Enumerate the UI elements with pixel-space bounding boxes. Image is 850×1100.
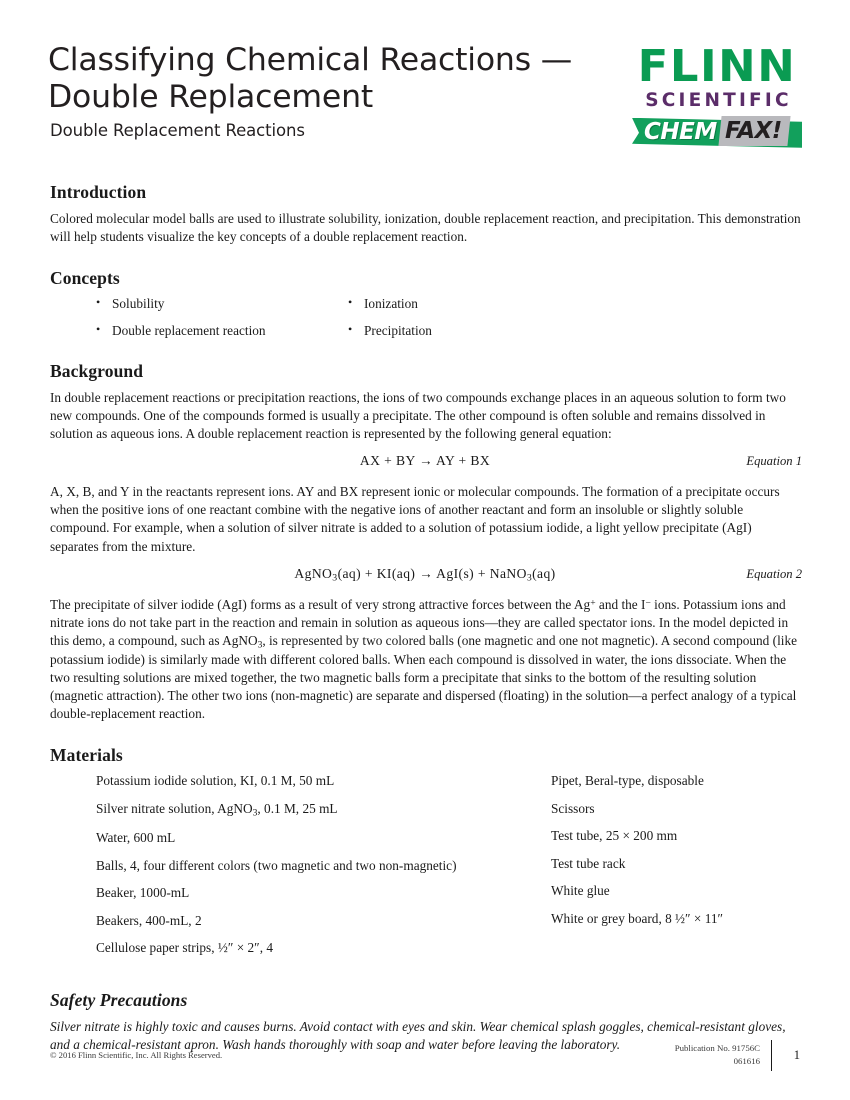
equation-2-formula: AgNO$_3$(aq) + KI(aq) → AgI(s) + NaNO$_3$(aq): [294, 565, 556, 584]
concepts-heading: Concepts: [50, 268, 120, 289]
section-materials: [48, 745, 802, 967]
footer-publication-info: [675, 1042, 760, 1068]
material-item: Test tube, 25 × 200 mm: [551, 828, 678, 844]
footer-divider: [771, 1040, 772, 1071]
material-item: Cellulose paper strips, ½″ × 2″, 4: [96, 940, 274, 956]
footer-publication-date: 061616: [733, 1055, 760, 1066]
material-item: Pipet, Beral-type, disposable: [551, 773, 704, 789]
section-background: [48, 361, 802, 723]
background-heading: Background: [50, 361, 144, 382]
equation-1-formula: AX + BY → AY + BX: [359, 453, 491, 469]
material-item: Beakers, 400-mL, 2: [96, 912, 202, 928]
concept-item: • Precipitation: [348, 323, 802, 339]
footer-publication-number: Publication No. 91756C: [674, 1043, 760, 1053]
materials-list: [96, 773, 802, 967]
concepts-list: [96, 296, 802, 339]
material-item: Beaker, 1000-mL: [96, 885, 190, 901]
background-paragraph-3: [50, 596, 802, 724]
document-header: [48, 42, 802, 160]
equation-2-text: [48, 566, 802, 584]
page-footer: [48, 1038, 802, 1078]
safety-heading: Safety Precautions: [50, 989, 188, 1010]
logo-brand-subtext: SCIENTIFIC: [645, 89, 792, 111]
material-item: Silver nitrate solution, AgNO$_3$, 0.1 M, 25 mL: [96, 800, 338, 819]
background-paragraph-2: A, X, B, and Y in the reactants represent ions. AY and BX represent ionic or molecular compounds. The formation of a precipitate occurs when the positive ions of one reactant combine with the negative ions of another reactant and form an insoluble or slightly soluble compound. For example, when a solution of silver nitrate is added to a solution of potassium iodide, a light yellow precipitate (AgI) separates from the mixture.: [50, 484, 780, 554]
section-introduction: [48, 182, 802, 246]
bg-p3-i-charge: −: [645, 596, 651, 608]
equation-1-row: [48, 453, 802, 472]
title-block: [48, 42, 648, 140]
material-item: Water, 600 mL: [96, 830, 176, 846]
concept-item: • Solubility: [96, 296, 348, 312]
introduction-body: Colored molecular model balls are used to illustrate solubility, ionization, double replacement reaction, and precipitation. This demonstration will help students visualize the key concepts of a double replacement reaction.: [50, 211, 801, 245]
footer-copyright: © 2016 Flinn Scientific, Inc. All Rights Reserved.: [50, 1050, 223, 1060]
materials-heading: Materials: [50, 745, 123, 766]
page-subtitle: Double Replacement Reactions: [50, 120, 305, 140]
material-item: Balls, 4, four different colors (two magnetic and two non-magnetic): [96, 857, 457, 873]
bg-p3-part-a: The precipitate of silver iodide (AgI) forms as a result of very strong attractive forces between the Ag: [50, 596, 591, 612]
material-item: White glue: [551, 883, 610, 899]
chemfax-banner: [632, 115, 802, 151]
page-content: [48, 42, 802, 1054]
flinn-scientific-logo: [632, 41, 802, 158]
banner-chem-text: CHEM: [644, 118, 717, 145]
safety-body: Silver nitrate is highly toxic and causes burns. Avoid contact with eyes and skin. Wear chemical splash goggles, chemical-resistant gloves, and a chemical-resistant apron. Wash hands thoroughly with soap and water before leaving the laboratory.: [50, 1018, 786, 1052]
bg-p3-part-d: , is represented by two colored balls (one magnetic and one not magnetic). A second compound (like potassium iodide) is similarly made with different colored balls. When each compound is dissolved in water, the ions dissociate. When the two resulting solutions are mixed together, the two magnetic balls form a precipitate that sinks to the bottom of the resulting solution (magnetic attraction). The other two ions (non-magnetic) are separate and dispersed (floating) in the solution—a perfect analogy of a typical double-replacement reaction.: [50, 632, 798, 722]
equation-2-row: [48, 566, 802, 585]
concept-item: • Ionization: [348, 296, 802, 312]
logo-brand-text: FLINN: [637, 41, 797, 92]
bg-p3-part-c: ions. Potassium ions and nitrate ions do not take part in the reaction and remain in solution as aqueous ions—they are called spectator ions. In the model depicted in this demo, a compound, such as AgNO: [50, 596, 789, 648]
equation-1-text: [48, 453, 802, 469]
bg-p3-agno3-sub: 3: [257, 639, 263, 651]
section-concepts: [48, 268, 802, 339]
equation-2-label: Equation 2: [746, 566, 802, 581]
material-item: Test tube rack: [551, 855, 626, 871]
bg-p3-part-b: and the I: [595, 596, 646, 612]
banner-fax-box: [718, 116, 790, 146]
equation-1-label: Equation 1: [746, 454, 802, 469]
introduction-heading: Introduction: [50, 182, 147, 202]
material-item: White or grey board, 8 ½″ × 11″: [551, 910, 724, 926]
bg-p3-ag-charge: +: [590, 596, 596, 608]
concept-item: • Double replacement reaction: [96, 323, 348, 339]
materials-column-right: [551, 773, 802, 967]
background-paragraph-1: In double replacement reactions or precipitation reactions, the ions of two compounds exchange places in an aqueous solution to form two new compounds. One of the compounds formed is usually a precipitate. The other compound is often soluble and remains dissolved in solution as aqueous ions. A double replacement reaction is represented by the following general equation:: [50, 390, 786, 442]
footer-page-number: 1: [793, 1048, 800, 1062]
material-item: Potassium iodide solution, KI, 0.1 M, 50 mL: [96, 773, 335, 789]
materials-column-left: [96, 773, 551, 967]
page-title: Classifying Chemical Reactions — Double Replacement: [48, 42, 573, 115]
banner-fax-text: FAX!: [725, 117, 782, 144]
material-item: Scissors: [551, 800, 595, 816]
